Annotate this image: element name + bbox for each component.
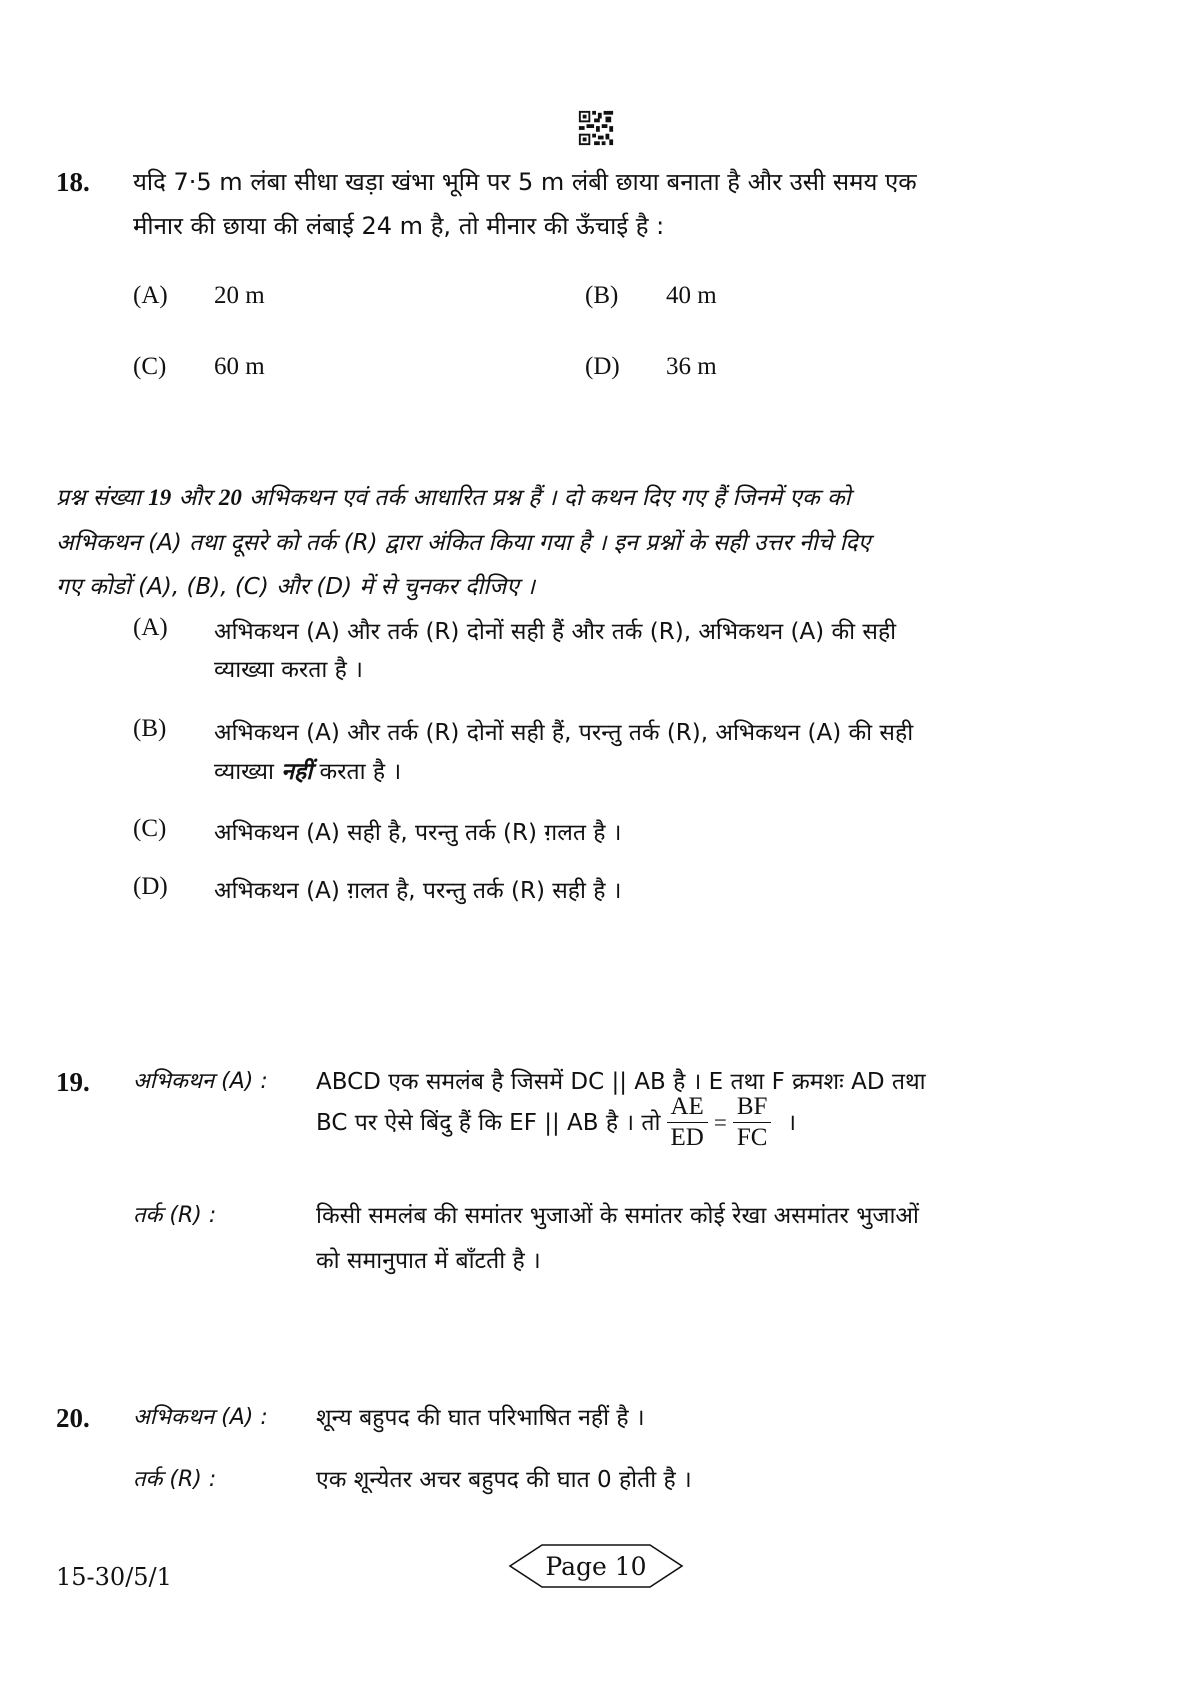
code-b-label: (B) (133, 715, 167, 742)
question-18-text-line-2: मीनार की छाया की लंबाई 24 m है, तो मीनार की ऊँचाई है : (133, 212, 665, 240)
qr-code-icon (577, 108, 615, 148)
code-d-text: अभिकथन (A) ग़लत है, परन्तु तर्क (R) सही है । (214, 878, 622, 904)
option-a-text: 20 m (214, 282, 265, 309)
instructions-line-2: अभिकथन (A) तथा दूसरे को तर्क (R) द्वारा अंकित किया गया है । इन प्रश्नों के सही उत्तर नीचे दिए (56, 530, 871, 556)
instructions-q20-number: 20 (218, 485, 242, 510)
code-b-text-line-1: अभिकथन (A) और तर्क (R) दोनों सही हैं, परन्तु तर्क (R), अभिकथन (A) की सही (214, 720, 914, 746)
fraction-denominator: ED (670, 1124, 704, 1151)
instructions-text: प्रश्न संख्या (56, 485, 149, 511)
page-number: Page 10 (545, 1551, 647, 1581)
q20-assertion-text: शून्य बहुपद की घात परिभाषित नहीं है । (316, 1405, 645, 1431)
q19-assertion-line-1: ABCD एक समलंब है जिसमें DC || AB है । E तथा F क्रमशः AD तथा (316, 1069, 926, 1095)
question-number-19: 19. (56, 1067, 90, 1097)
option-d-text: 36 m (666, 353, 717, 380)
code-c-label: (C) (133, 815, 167, 842)
instructions-line-1 (56, 478, 851, 518)
q19-assertion-label: अभिकथन (A) : (133, 1069, 268, 1094)
question-number-20: 20. (56, 1403, 90, 1433)
code-b-text-line-2 (214, 752, 401, 792)
question-number-18: 18. (56, 167, 90, 197)
q19-reason-line-1: किसी समलंब की समांतर भुजाओं के समांतर कोई रेखा असमांतर भुजाओं (316, 1203, 919, 1229)
paper-code: 15-30/5/1 (56, 1563, 172, 1591)
fraction-ae-ed (667, 1092, 708, 1153)
code-b-emphasis-not: नहीं (281, 759, 313, 785)
equals-sign: = (713, 1109, 727, 1135)
q19-reason-line-2: को समानुपात में बाँटती है । (316, 1248, 541, 1274)
option-c-text: 60 m (214, 353, 265, 380)
option-b-label: (B) (585, 282, 619, 309)
option-b-text: 40 m (666, 282, 717, 309)
instructions-text: अभिकथन एवं तर्क आधारित प्रश्न हैं । दो कथन दिए गए हैं जिनमें एक को (241, 485, 851, 511)
q19-assertion-line-2 (316, 1092, 796, 1153)
code-b-text: करता है । (312, 759, 402, 785)
code-b-text: व्याख्या (214, 759, 282, 785)
question-18-text-line-1: यदि 7·5 m लंबा सीधा खड़ा खंभा भूमि पर 5 m लंबी छाया बनाता है और उसी समय एक (133, 168, 917, 196)
option-d-label: (D) (585, 353, 620, 380)
fraction-denominator: FC (736, 1124, 768, 1151)
code-c-text: अभिकथन (A) सही है, परन्तु तर्क (R) ग़लत है । (214, 820, 622, 846)
option-c-label: (C) (133, 353, 167, 380)
q19-reason-label: तर्क (R) : (133, 1203, 217, 1228)
code-a-text-line-2: व्याख्या करता है । (214, 657, 363, 683)
fraction-numerator: AE (667, 1092, 708, 1123)
code-d-label: (D) (133, 873, 168, 900)
q20-assertion-label: अभिकथन (A) : (133, 1405, 268, 1430)
q20-reason-text: एक शून्येतर अचर बहुपद की घात 0 होती है । (316, 1467, 692, 1493)
option-a-label: (A) (133, 282, 168, 309)
q19-assertion-line-2-text: BC पर ऐसे बिंदु हैं कि EF || AB है । तो (316, 1109, 661, 1136)
fraction-bf-fc (733, 1092, 772, 1153)
instructions-line-3: गए कोडों (A), (B), (C) और (D) में से चुनकर दीजिए । (56, 574, 535, 600)
instructions-text: और (171, 485, 219, 511)
instructions-q19-number: 19 (148, 485, 172, 510)
sentence-end: । (787, 1109, 797, 1136)
q20-reason-label: तर्क (R) : (133, 1467, 217, 1492)
code-a-text-line-1: अभिकथन (A) और तर्क (R) दोनों सही हैं और तर्क (R), अभिकथन (A) की सही (214, 619, 897, 645)
code-a-label: (A) (133, 614, 168, 641)
fraction-numerator: BF (733, 1092, 772, 1123)
